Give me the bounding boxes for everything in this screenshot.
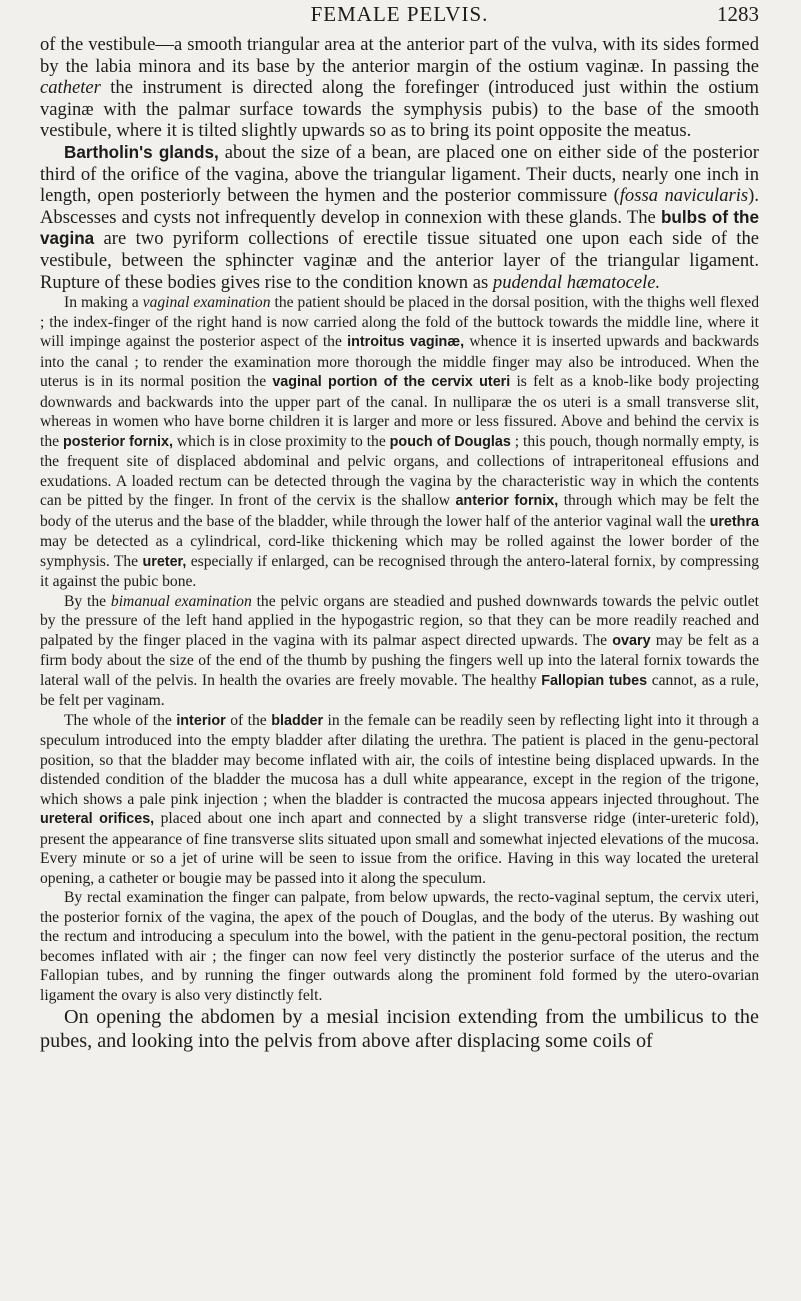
bold-term: Bartholin's glands, [64, 142, 219, 162]
italic-term: catheter [40, 77, 101, 99]
bold-term: posterior fornix, [62, 433, 173, 450]
text-run: about the size of a bean, are placed one on either side of the posterior third of the orifice of the vagina, above the triangular ligament. Their ducts, nearly one inch in length, open posteriorly between the hymen and the posterior commissure ( [40, 141, 759, 207]
bold-term: urethra [709, 513, 759, 530]
bold-term: introitus vaginæ, [347, 334, 465, 351]
bold-term: ovary [612, 632, 651, 649]
text-run: the patient should be placed in the dorsal position, with the thighs well flexed ; the index-finger of the right hand is now carried along the fold of the buttock towards the middle line, where it will impinge against the posterior aspect of the [40, 294, 759, 351]
bold-term: ureter, [142, 553, 187, 570]
page-number: 1283 [717, 2, 759, 26]
bold-term: pouch of Douglas [389, 433, 511, 450]
text-run: whence it is inserted upwards and backwards into the canal ; to render the examination more thorough the middle finger may also be introduced. When the uterus is in its normal position the [40, 333, 759, 391]
running-head [40, 0, 759, 34]
paragraph [40, 34, 759, 142]
text-run: of the vestibule—a smooth triangular area at the anterior part of the vulva, with its sides formed by the labia minora and its base by the anterior margin of the ostium vaginæ. In passing the [40, 34, 759, 77]
italic-term: pudendal hæmatocele. [492, 271, 661, 293]
paragraph [40, 1005, 759, 1053]
text-run: is felt as a knob-like body projecting downwards and backwards into the upper part of the canal. In nulliparæ the os uteri is a small transverse slit, whereas in women who have borne children it is larger and more or less fissured. Above and behind the cervix is the [40, 373, 759, 450]
bold-term: bladder [271, 712, 324, 729]
text-run: In making a [64, 294, 143, 312]
bold-term: vaginal portion of the cervix uteri [272, 374, 511, 391]
text-run: the instrument is directed along the forefinger (introduced just within the ostium vaginæ with the palmar surface towards the symphysis pubis) to the base of the smooth vestibule, where it is tilted slightly upwards so as to bring its point opposite the meatus. [40, 77, 759, 142]
italic-term: fossa navicularis [619, 185, 749, 207]
bold-term: anterior fornix, [455, 493, 559, 510]
paragraph [40, 711, 759, 889]
bold-term: Fallopian tubes [541, 672, 648, 689]
text-run: ). Abscesses and cysts not infrequently develop in connexion with these glands. The [40, 185, 760, 228]
text-run: ; this pouch, though normally empty, is the frequent site of displaced abdominal and pelvic organs, and collections of intraperitoneal effusions and exudations. A loaded rectum can be detected through the vagina by the characteristic way in which the contents can be pitted by the finger. In front of the cervix is the shallow [40, 432, 759, 510]
text-run: through which may be felt the body of the uterus and the base of the bladder, while through the lower half of the anterior vaginal wall the [40, 492, 759, 530]
bold-term: ureteral orifices, [40, 811, 155, 828]
bold-term: interior [176, 712, 226, 729]
text-run: The whole of the [64, 711, 177, 729]
italic-term: bimanual examination [110, 592, 252, 610]
body-text [40, 34, 759, 1053]
text-run: the pelvic organs are steadied and pushed downwards towards the pelvic outlet by the pressure of the left hand applied in the hypogastric region, so that they can be more readily reached and palpated by the finger placed in the vagina with its palmar aspect directed upwards. The [40, 592, 759, 649]
text-run: By the [64, 592, 111, 610]
paragraph [40, 592, 759, 711]
text-run: of the [225, 711, 272, 729]
text-run: are two pyriform collections of erectile tissue situated one upon each side of the vestibule, between the sphincter vaginæ and the anterior layer of the triangular ligament. Rupture of these bodies gives rise to the condition known as [40, 228, 759, 293]
paragraph [40, 142, 759, 293]
text-run: cannot, as a rule, be felt per vaginam. [40, 671, 759, 710]
paragraph [40, 293, 759, 592]
italic-term: vaginal examination [142, 294, 271, 312]
text-run: may be detected as a cylindrical, cord-like thickening which may be rolled against the lower border of the symphysis. The [40, 533, 759, 570]
paragraph [40, 888, 759, 1005]
text-run: which is in close proximity to the [172, 432, 390, 450]
text-run: On opening the abdomen by a mesial incision extending from the umbilicus to the pubes, and looking into the pelvis from above after displacing some coils of [40, 1006, 759, 1053]
text-run: By rectal examination the finger can palpate, from below upwards, the recto-vaginal septum, the cervix uteri, the posterior fornix of the vagina, the apex of the pouch of Douglas, and the body of the uterus. By washing out the rectum and introducing a speculum into the bowel, with the patient in the genu-pectoral position, the rectum becomes inflated with air ; the finger can now feel very distinctly the posterior surface of the uterus and the Fallopian tubes, and by running the finger outwards along the prominent fold formed by the utero-ovarian ligament the ovary is also very distinctly felt. [40, 889, 759, 1004]
text-run: especially if enlarged, can be recognised through the antero-lateral fornix, by compressing it against the pubic bone. [40, 552, 759, 591]
running-title: FEMALE PELVIS. [310, 2, 489, 26]
text-run: may be felt as a firm body about the size of the end of the thumb by pushing the fingers well up into the lateral fornix towards the lateral wall of the pelvis. In health the ovaries are freely movable. The healthy [40, 631, 759, 689]
text-run: placed about one inch apart and connected by a slight transverse ridge (inter-ureteric fold), present the appearance of fine transverse slits situated upon small and somewhat injected elevations of the mucosa. Every minute or so a jet of urine will be seen to issue from the orifice. Having in this way located the ureteral opening, a catheter or bougie may be passed into it along the speculum. [40, 810, 759, 887]
bold-term: bulbs of the vagina [40, 207, 759, 249]
text-run: in the female can be readily seen by reflecting light into it through a speculum introduced into the empty bladder after dilating the urethra. The patient is placed in the genu-pectoral position, so that the bladder may become inflated with air, the coils of intestine being displaced upwards. In the distended condition of the bladder the mucosa has a dull white appearance, except in the region of the trigone, which shows a pale pink injection ; when the bladder is contracted the mucosa appears injected throughout. The [40, 711, 759, 808]
